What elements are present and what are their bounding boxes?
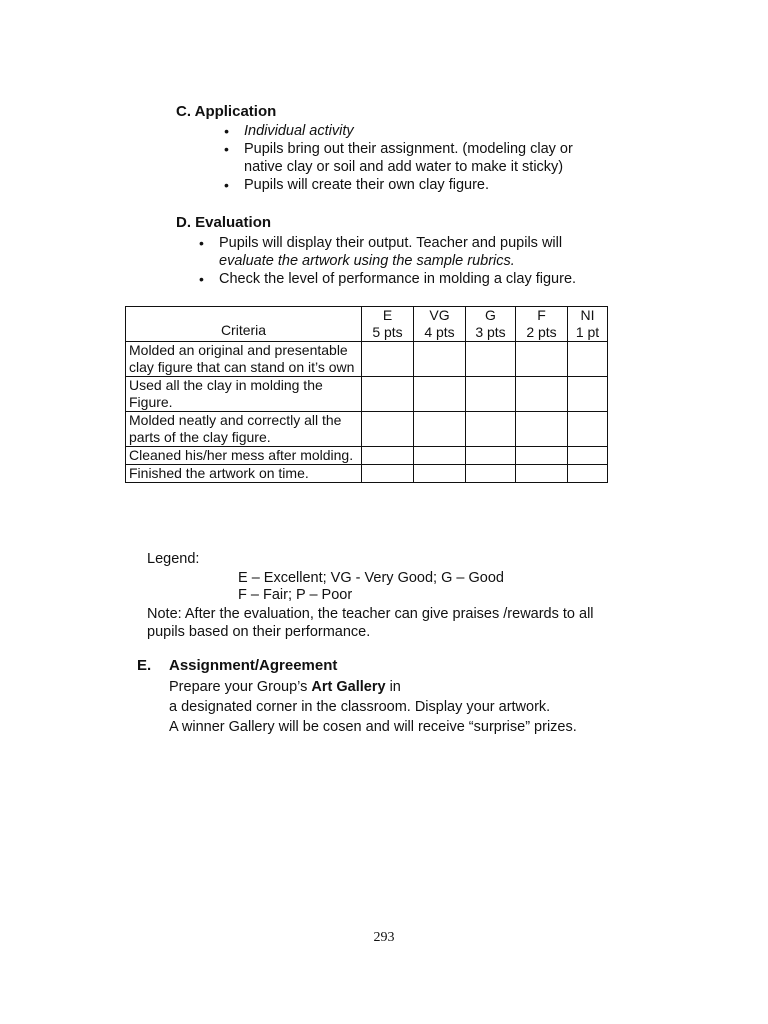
- score-cell: [362, 342, 414, 377]
- assignment-line-1: [169, 678, 401, 696]
- page-number: 293: [373, 930, 395, 945]
- score-cell: [414, 412, 466, 447]
- application-bullet-1: • Individual activity: [218, 122, 598, 140]
- criteria-cell: Finished the artwork on time.: [126, 465, 362, 483]
- score-cell: [568, 412, 608, 447]
- score-cell: [362, 412, 414, 447]
- score-cell: [516, 412, 568, 447]
- evaluation-heading: D. Evaluation: [176, 214, 272, 231]
- score-points: 5 pts: [372, 324, 403, 340]
- score-cell: [516, 342, 568, 377]
- table-row: [126, 447, 608, 465]
- score-code: G: [485, 307, 496, 323]
- assignment-line-3: A winner Gallery will be cosen and will receive “surprise” prizes.: [169, 719, 577, 735]
- legend-label: Legend:: [147, 551, 200, 567]
- score-cell: [466, 447, 516, 465]
- score-cell: [516, 447, 568, 465]
- criteria-cell: Cleaned his/her mess after molding.: [126, 447, 362, 465]
- legend-note-line-2: pupils based on their performance.: [147, 624, 371, 640]
- score-points: 2 pts: [526, 324, 557, 340]
- score-header-g: [466, 307, 516, 342]
- score-code: NI: [580, 307, 595, 323]
- table-row: [126, 342, 608, 377]
- score-cell: [414, 342, 466, 377]
- score-cell: [568, 377, 608, 412]
- assignment-heading: Assignment/Agreement: [169, 657, 338, 674]
- score-points: 3 pts: [475, 324, 506, 340]
- score-cell: [466, 412, 516, 447]
- table-row: [126, 377, 608, 412]
- score-cell: [362, 377, 414, 412]
- score-header-ni: [568, 307, 608, 342]
- score-cell: [362, 465, 414, 483]
- criteria-cell: Used all the clay in molding the Figure.: [126, 377, 362, 412]
- score-cell: [362, 447, 414, 465]
- evaluation-bullet-1-line1: Pupils will display their output. Teacher and pupils will: [219, 235, 563, 251]
- criteria-column-header: Criteria: [126, 307, 362, 342]
- application-bullet-2: • Pupils bring out their assignment. (modeling clay or native clay or soil and add water to make it sticky): [218, 140, 598, 176]
- score-cell: [516, 377, 568, 412]
- assignment-line-1-suffix: in: [389, 679, 401, 695]
- application-bullet-3: • Pupils will create their own clay figure.: [218, 176, 598, 194]
- score-cell: [466, 377, 516, 412]
- rubric-table: [125, 306, 608, 483]
- score-header-vg: [414, 307, 466, 342]
- application-bullet-list: [218, 122, 598, 194]
- score-cell: [568, 447, 608, 465]
- table-row: [126, 412, 608, 447]
- rubric-header-row: [126, 307, 608, 342]
- score-cell: [516, 465, 568, 483]
- score-cell: [414, 377, 466, 412]
- score-code: E: [382, 307, 393, 323]
- assignment-line-2: a designated corner in the classroom. Display your artwork.: [169, 699, 551, 715]
- score-cell: [568, 342, 608, 377]
- score-header-e: [362, 307, 414, 342]
- assignment-letter: E.: [137, 657, 152, 674]
- score-cell: [414, 465, 466, 483]
- assignment-line-1-prefix: Prepare your Group’s: [169, 679, 308, 695]
- application-heading: C. Application: [176, 103, 277, 120]
- score-points: 1 pt: [575, 324, 600, 340]
- table-row: [126, 465, 608, 483]
- score-cell: [568, 465, 608, 483]
- evaluation-bullet-list: [193, 234, 613, 288]
- legend-note-line-1: Note: After the evaluation, the teacher can give praises /rewards to all: [147, 606, 594, 622]
- art-gallery-emphasis: Art Gallery: [311, 679, 386, 695]
- score-cell: [466, 465, 516, 483]
- criteria-cell: Molded neatly and correctly all the parts of the clay figure.: [126, 412, 362, 447]
- score-code: VG: [429, 307, 450, 323]
- evaluation-bullet-1-line2: evaluate the artwork using the sample rubrics.: [219, 253, 515, 269]
- legend-line-2: F – Fair; P – Poor: [238, 587, 353, 603]
- evaluation-bullet-2: • Check the level of performance in molding a clay figure.: [193, 270, 613, 288]
- legend-line-1: E – Excellent; VG - Very Good; G – Good: [238, 570, 504, 586]
- score-code: F: [537, 307, 546, 323]
- evaluation-bullet-1: [193, 234, 613, 270]
- score-header-f: [516, 307, 568, 342]
- score-cell: [414, 447, 466, 465]
- criteria-cell: Molded an original and presentable clay figure that can stand on it’s own: [126, 342, 362, 377]
- score-points: 4 pts: [424, 324, 455, 340]
- score-cell: [466, 342, 516, 377]
